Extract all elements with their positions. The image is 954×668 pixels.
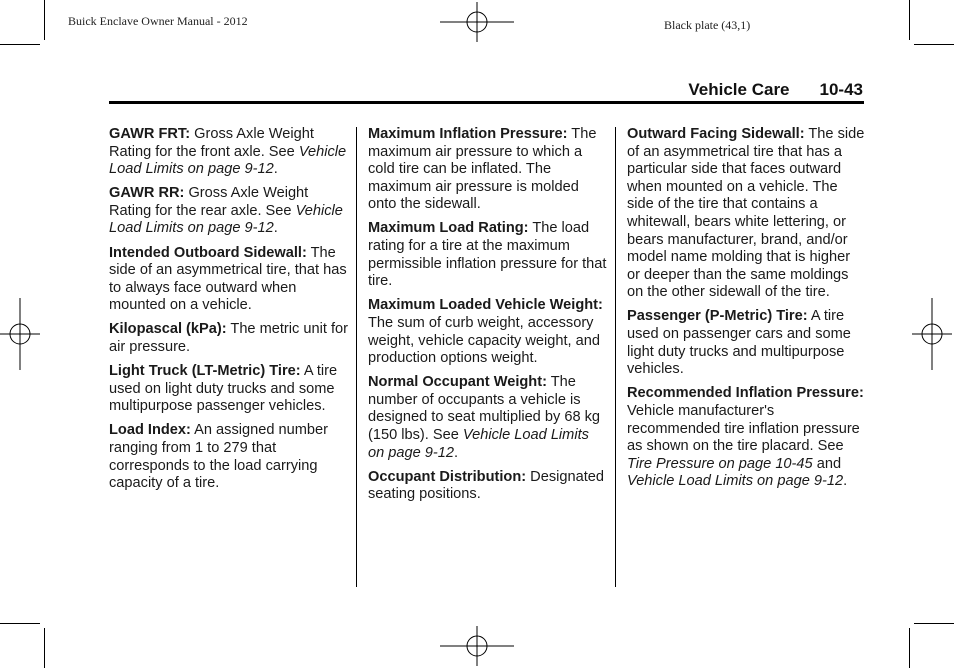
header-rule (109, 101, 864, 104)
definition-entry (627, 308, 867, 378)
definition-term: Outward Facing Sidewall: (627, 126, 805, 142)
definition-term: Maximum Loaded Vehicle Weight: (368, 297, 603, 314)
definition-entry (109, 422, 349, 492)
definition-mid: and (812, 455, 842, 472)
definition-text: The metric unit for air pressure. (109, 321, 348, 356)
definition-text: The side of an asymmetrical tire, that has to always face outward when mounted on a vehicle. (109, 244, 347, 314)
definition-text: The load rating for a tire at the maximum permissible inflation pressure for that tire. (368, 220, 607, 290)
crop-mark (914, 623, 954, 624)
definition-entry (368, 220, 608, 290)
crop-mark (44, 0, 45, 40)
column-2 (368, 126, 608, 510)
plate-label: Black plate (43,1) (664, 18, 751, 32)
definition-entry (368, 374, 608, 462)
crop-mark (909, 0, 910, 40)
definition-entry (368, 126, 608, 214)
column-divider (356, 127, 357, 587)
definition-entry (109, 245, 349, 315)
definition-entry (368, 297, 608, 367)
definition-entry (627, 126, 867, 302)
definition-entry (109, 321, 349, 356)
cross-reference[interactable]: Vehicle Load Limits on page 9-12 (109, 143, 347, 178)
definition-text: Gross Axle Weight Rating for the front axle. See (109, 126, 314, 160)
definition-text: A tire used on light duty trucks and some multipurpose passenger vehicles. (109, 363, 338, 415)
running-head (688, 80, 863, 100)
column-divider (615, 127, 616, 587)
definition-end: . (454, 444, 459, 461)
crop-mark (0, 623, 40, 624)
definition-term: Maximum Load Rating: (368, 220, 529, 237)
definition-entry (109, 363, 349, 416)
definition-end: . (843, 473, 848, 490)
crop-mark (44, 628, 45, 668)
manual-title: Buick Enclave Owner Manual - 2012 (68, 14, 248, 28)
definition-term: GAWR RR: (109, 185, 185, 202)
crop-mark (0, 44, 40, 45)
definition-entry (109, 126, 349, 179)
cross-reference[interactable]: Tire Pressure on page 10-45 (627, 455, 813, 472)
definition-end: . (273, 161, 278, 178)
cross-reference[interactable]: Vehicle Load Limits on page 9-12 (368, 427, 589, 461)
definition-text: Gross Axle Weight Rating for the rear axle. See (109, 185, 309, 219)
cross-reference[interactable]: Vehicle Load Limits on page 9-12 (627, 473, 844, 490)
registration-mark-top (440, 2, 514, 42)
definition-term: Occupant Distribution: (368, 468, 527, 485)
definition-entry (368, 469, 608, 504)
cross-reference[interactable]: Vehicle Load Limits on page 9-12 (109, 202, 343, 237)
definition-text: Designated seating positions. (368, 468, 604, 503)
definition-text: The side of an asymmetrical tire that has a particular side that faces outward when mounted on a vehicle. The side of the tire that contains a whitewall, bears white lettering, or bears manufacturer, brand, and/or model name molding that is higher or deeper than the same moldings on the other sidewall of the tire. (627, 126, 865, 301)
definition-term: Maximum Inflation Pressure: (368, 126, 568, 142)
page-number: 10-43 (819, 80, 863, 99)
crop-mark (914, 44, 954, 45)
definition-end: . (273, 220, 278, 237)
crop-mark (909, 628, 910, 668)
definition-term: Recommended Inflation Pressure: (627, 385, 864, 402)
registration-mark-left (0, 298, 40, 370)
definition-text: The sum of curb weight, accessory weight, vehicle capacity weight, and production options weight. (368, 314, 601, 367)
definition-term: Load Index: (109, 422, 191, 439)
definition-term: Light Truck (LT-Metric) Tire: (109, 363, 301, 380)
definition-entry (109, 185, 349, 238)
registration-mark-bottom (440, 626, 514, 666)
definition-term: Kilopascal (kPa): (109, 321, 227, 338)
definition-term: Normal Occupant Weight: (368, 374, 547, 391)
definition-term: Passenger (P-Metric) Tire: (627, 308, 808, 325)
column-1 (109, 126, 349, 499)
column-3 (627, 126, 867, 497)
definition-term: GAWR FRT: (109, 126, 191, 142)
definition-term: Intended Outboard Sidewall: (109, 244, 307, 261)
definition-entry (627, 385, 867, 491)
definition-text: Vehicle manufacturer's recommended tire inflation pressure as shown on the tire placard. See (627, 402, 860, 455)
definition-text: An assigned number ranging from 1 to 279 that corresponds to the load carrying capacity of a tire. (109, 422, 328, 492)
definition-text: A tire used on passenger cars and some light duty trucks and multipurpose vehicles. (627, 308, 851, 378)
section-title: Vehicle Care (688, 80, 790, 99)
definition-text: The number of occupants a vehicle is designed to seat multiplied by 68 kg (150 lbs). See (368, 374, 601, 443)
registration-mark-right (912, 298, 952, 370)
definition-text: The maximum air pressure to which a cold tire can be inflated. The maximum air pressure is molded onto the sidewall. (368, 126, 597, 213)
